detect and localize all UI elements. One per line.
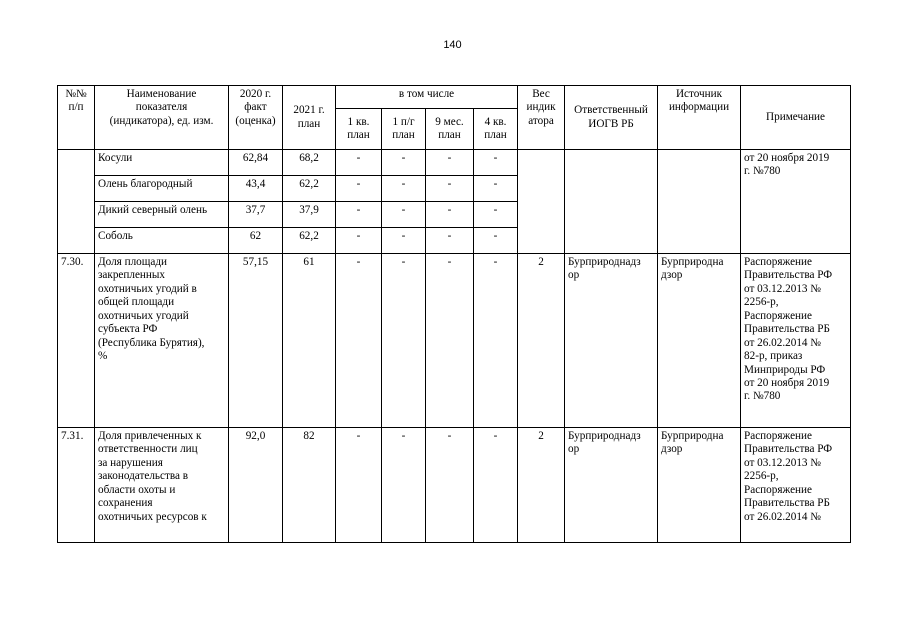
row-name: Олень благородный <box>95 176 229 202</box>
row-weight: 2 <box>518 428 565 543</box>
header-including: в том числе <box>336 86 518 109</box>
row-q4: - <box>474 176 518 202</box>
row-responsible: Бурприроднадз ор <box>565 428 658 543</box>
row-weight: 2 <box>518 254 565 428</box>
row-fact: 37,7 <box>229 202 283 228</box>
row-name: Косули <box>95 150 229 176</box>
row-fact: 57,15 <box>229 254 283 428</box>
row-h1: - <box>382 428 426 543</box>
header-note: Примечание <box>741 86 851 150</box>
row-9m: - <box>426 428 474 543</box>
header-q4: 4 кв. план <box>474 109 518 150</box>
table-row <box>58 428 851 543</box>
row-9m: - <box>426 176 474 202</box>
row-fact: 43,4 <box>229 176 283 202</box>
row-responsible: Бурприроднадз ор <box>565 254 658 428</box>
row-name: Доля привлеченных к ответственности лиц за нарушения законодательства в области охоты и сохранения охотничьих ресурсов к <box>95 428 229 543</box>
header-source: Источник информации <box>658 86 741 150</box>
header-plan-2021: 2021 г. план <box>283 86 336 150</box>
table-row <box>58 150 851 176</box>
row-h1: - <box>382 150 426 176</box>
row-name: Дикий северный олень <box>95 202 229 228</box>
header-responsible: Ответственный ИОГВ РБ <box>565 86 658 150</box>
merged-weight-cell <box>518 150 565 254</box>
row-9m: - <box>426 228 474 254</box>
row-fact: 62 <box>229 228 283 254</box>
row-note: Распоряжение Правительства РФ от 03.12.2013 № 2256-р, Распоряжение Правительства РБ от 26.02.2014 № <box>741 428 851 543</box>
merged-note-cell: от 20 ноября 2019 г. №780 <box>741 150 851 254</box>
row-note: Распоряжение Правительства РФ от 03.12.2013 № 2256-р, Распоряжение Правительства РБ от 26.02.2014 № 82-р, приказ Минприроды РФ от 20 ноября 2019 г. №780 <box>741 254 851 428</box>
merged-responsible-cell <box>565 150 658 254</box>
row-q4: - <box>474 428 518 543</box>
row-q4: - <box>474 228 518 254</box>
header-q1: 1 кв. план <box>336 109 382 150</box>
header-h1: 1 п/г план <box>382 109 426 150</box>
row-q1: - <box>336 176 382 202</box>
row-name: Соболь <box>95 228 229 254</box>
row-h1: - <box>382 202 426 228</box>
row-plan: 82 <box>283 428 336 543</box>
row-q4: - <box>474 202 518 228</box>
row-q1: - <box>336 202 382 228</box>
row-plan: 62,2 <box>283 176 336 202</box>
header-num: №№ п/п <box>58 86 95 150</box>
row-q4: - <box>474 254 518 428</box>
row-source: Бурприродна дзор <box>658 428 741 543</box>
row-plan: 62,2 <box>283 228 336 254</box>
row-q1: - <box>336 254 382 428</box>
row-plan: 61 <box>283 254 336 428</box>
table-row <box>58 254 851 428</box>
row-q1: - <box>336 228 382 254</box>
row-fact: 92,0 <box>229 428 283 543</box>
header-9m: 9 мес. план <box>426 109 474 150</box>
row-plan: 37,9 <box>283 202 336 228</box>
row-q1: - <box>336 428 382 543</box>
header-weight: Вес индик атора <box>518 86 565 150</box>
row-q1: - <box>336 150 382 176</box>
row-q4: - <box>474 150 518 176</box>
merged-source-cell <box>658 150 741 254</box>
row-h1: - <box>382 228 426 254</box>
header-fact-2020: 2020 г. факт (оценка) <box>229 86 283 150</box>
row-9m: - <box>426 254 474 428</box>
row-fact: 62,84 <box>229 150 283 176</box>
row-source: Бурприродна дзор <box>658 254 741 428</box>
row-9m: - <box>426 202 474 228</box>
row-plan: 68,2 <box>283 150 336 176</box>
row-9m: - <box>426 150 474 176</box>
header-name: Наименование показателя (индикатора), ед. изм. <box>95 86 229 150</box>
page-number: 140 <box>443 39 462 51</box>
row-num: 7.30. <box>58 254 95 428</box>
merged-num-cell <box>58 150 95 254</box>
row-name: Доля площади закрепленных охотничьих угодий в общей площади охотничьих угодий субъекта РФ (Республика Бурятия), % <box>95 254 229 428</box>
indicators-table <box>57 85 851 543</box>
row-h1: - <box>382 254 426 428</box>
row-h1: - <box>382 176 426 202</box>
row-num: 7.31. <box>58 428 95 543</box>
